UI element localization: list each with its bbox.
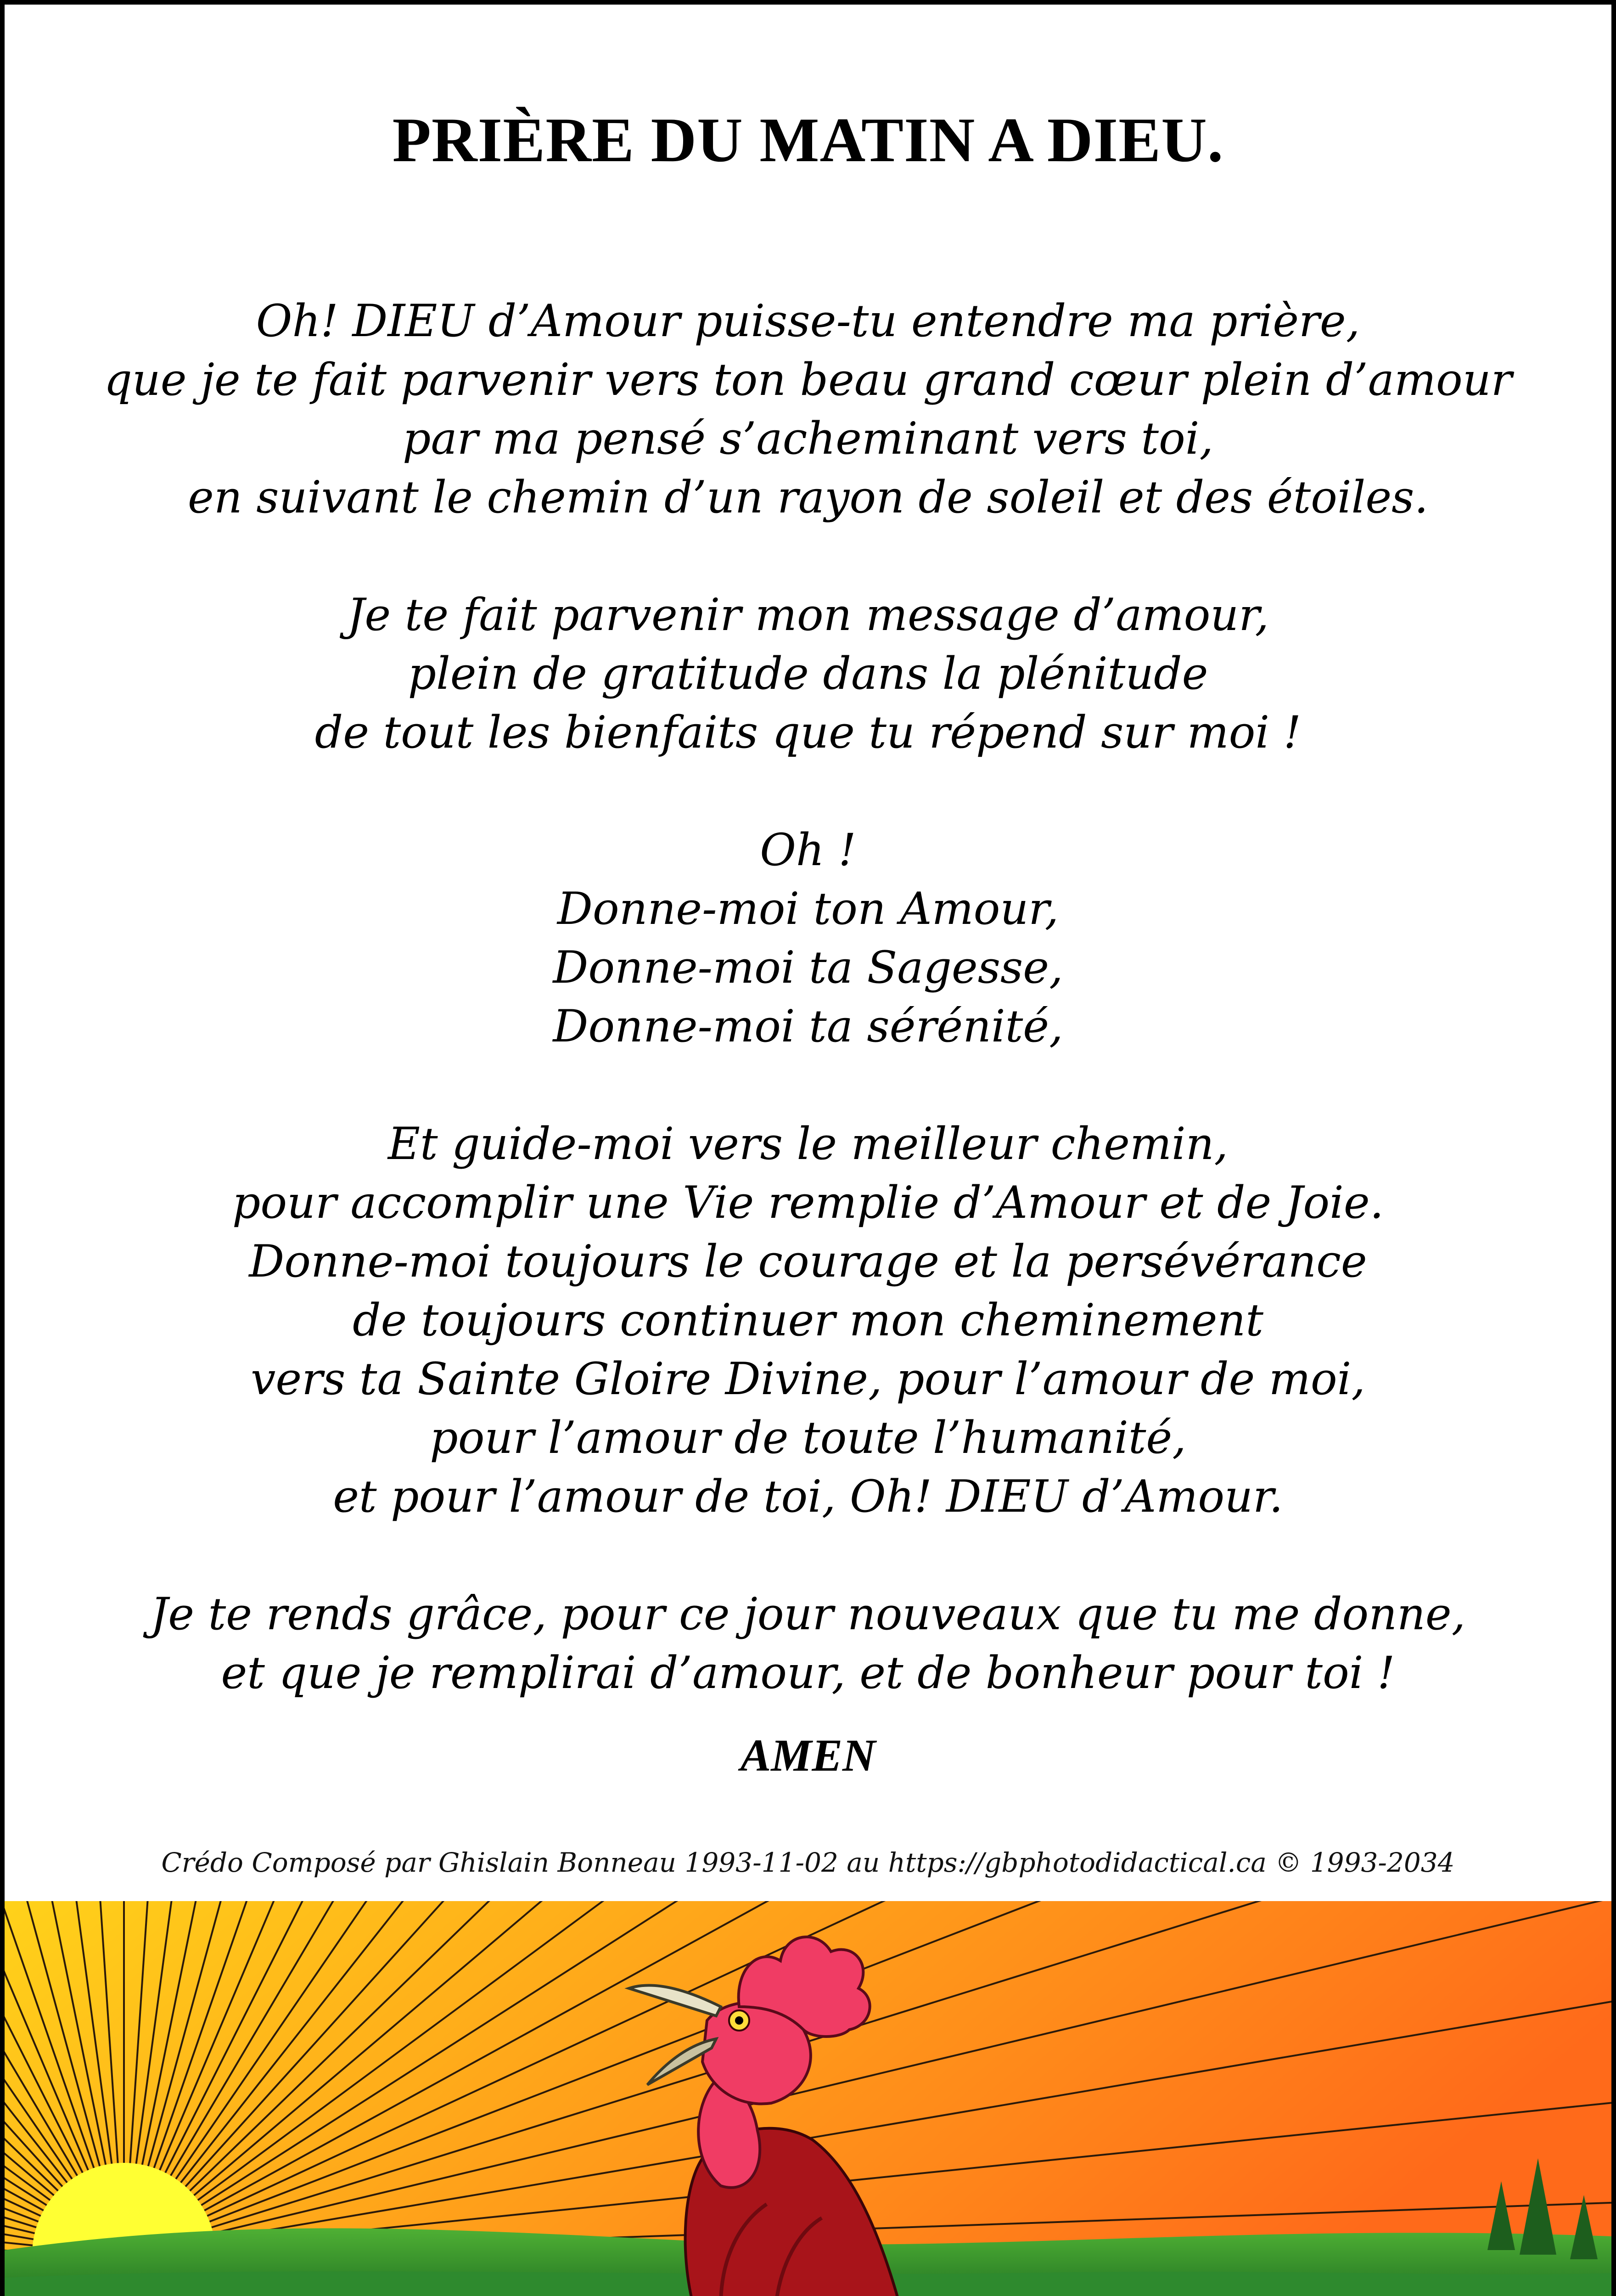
- poem-line: Et guide-moi vers le meilleur chemin,: [387, 1118, 1229, 1170]
- poem-line: Donne-moi ta sérénité,: [553, 1001, 1063, 1052]
- poem-line: en suivant le chemin d’un rayon de soleil et des étoiles.: [188, 472, 1428, 523]
- poem-line: Je te fait parvenir mon message d’amour,: [347, 589, 1269, 641]
- page-title: PRIÈRE DU MATIN A DIEU.: [392, 105, 1224, 175]
- poem-line: par ma pensé s’acheminant vers toi,: [402, 413, 1213, 464]
- stanza: [5, 1114, 1611, 1526]
- poem-line: plein de gratitude dans la plénitude: [408, 648, 1208, 699]
- poem-line: Donne-moi ton Amour,: [557, 883, 1059, 934]
- poem-line: pour l’amour de toute l’humanité,: [430, 1412, 1186, 1463]
- amen: AMEN: [740, 1730, 876, 1781]
- sunrise-scene-graphic: [5, 1901, 1611, 2296]
- stanza: [5, 821, 1611, 1056]
- credit-line: Crédo Composé par Ghislain Bonneau 1993-11-02 au https://gbphotodidactical.ca © 1993-2034: [161, 1847, 1455, 1878]
- poem-line: pour accomplir une Vie remplie d’Amour et de Joie.: [232, 1177, 1384, 1228]
- poem: [5, 292, 1611, 1761]
- stanza: [5, 585, 1611, 762]
- poem-line: que je te fait parvenir vers ton beau grand cœur plein d’amour: [104, 354, 1512, 405]
- poem-line: et pour l’amour de toi, Oh! DIEU d’Amour.: [333, 1471, 1283, 1522]
- poem-line: Donne-moi ta Sagesse,: [553, 942, 1063, 993]
- poem-line: Donne-moi toujours le courage et la persévérance: [249, 1236, 1367, 1287]
- poem-line: Oh! DIEU d’Amour puisse-tu entendre ma prière,: [256, 295, 1360, 347]
- poem-line: de tout les bienfaits que tu répend sur moi !: [314, 707, 1302, 758]
- poem-line: Je te rends grâce, pour ce jour nouveaux que tu me donne,: [150, 1588, 1466, 1640]
- poem-line: Oh !: [760, 824, 856, 876]
- rooster-sunrise-illustration: [5, 1901, 1611, 2296]
- stanza: [5, 292, 1611, 527]
- poem-line: vers ta Sainte Gloire Divine, pour l’amour de moi,: [251, 1353, 1365, 1405]
- poem-line: de toujours continuer mon cheminement: [353, 1294, 1263, 1346]
- poem-line: et que je remplirai d’amour, et de bonheur pour toi !: [221, 1647, 1395, 1699]
- stanza: [5, 1585, 1611, 1702]
